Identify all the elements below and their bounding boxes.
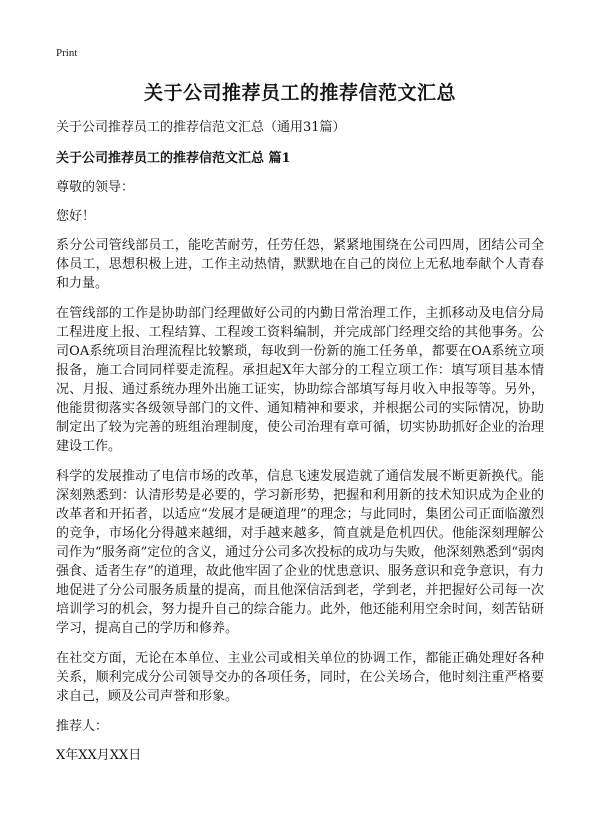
body-paragraph: 在社交方面，无论在本单位、主业公司或相关单位的协调工作，都能正确处理好各种关系，顺利完成分公司领导交办的各项任务，同时，在公关场合，他时刻注重严格要求自己，顾及公司声誉和形象。 [56,651,544,704]
letter-salutation: 尊敬的领导： [56,180,135,195]
section-heading: 关于公司推荐员工的推荐信范文汇总 篇1 [56,151,291,166]
document-subtitle: 关于公司推荐员工的推荐信范文汇总（通用31篇） [56,120,346,135]
body-paragraph: 系分公司管线部员工，能吃苦耐劳，任劳任怨，紧紧地围绕在公司四周，团结公司全体员工，思想积极上进，工作主动热情，默默地在自己的岗位上无私地奉献个人青春和力量。 [56,238,544,291]
document-body [56,118,544,776]
letter-date: X年XX月XX日 [56,748,142,763]
letter-greeting: 您好！ [56,209,96,224]
body-paragraph: 在管线部的工作是协助部门经理做好公司的内勤日常治理工作，主抓移动及电信分局工程进度上报、工程结算、工程竣工资料编制，并完成部门经理交给的其他事务。公司OA系统项目治理流程比较繁琐，每收到一份新的施工任务单，都要在OA系统立项报备，施工合同同样要走流程。承担起X年大部分的工程立项工作：填写项目基本情况、月报、通过系统办理外出施工证实，协助综合部填写每月收入申报等等。另外，他能贯彻落实各级领导部门的文件、通知精神和要求，并根据公司的实际情况，协助制定出了较为完善的班组治理制度，使公司治理有章可循，切实协助抓好企业的治理建设工作。 [56,306,544,454]
body-paragraph: 科学的发展推动了电信市场的改革，信息飞速发展造就了通信发展不断更新换代。能深刻熟悉到：认清形势是必要的，学习新形势，把握和利用新的技术知识成为企业的改革者和开拓者，以适应“发展才是硬道理”的理念；与此同时，集团公司正面临激烈的竞争，市场化分得越来越细，对手越来越多，简直就是危机四伏。他能深刻理解公司作为“服务商”定位的含义，通过分公司多次投标的成功与失败，他深刻熟悉到“弱肉强食、适者生存”的道理，故此他牢固了企业的忧患意识、服务意识和竞争意识，有力地促进了分公司服务质量的提高，而且他深信活到老，学到老，并把握好公司每一次培训学习的机会，努力提升自己的综合能力。此外，他还能利用空余时间，刻苦钻研学习，提高自己的学历和修养。 [56,469,544,636]
print-link[interactable]: Print [56,47,78,59]
page-title: 关于公司推荐员工的推荐信范文汇总 [143,82,456,104]
recommender-label: 推荐人： [56,719,109,734]
